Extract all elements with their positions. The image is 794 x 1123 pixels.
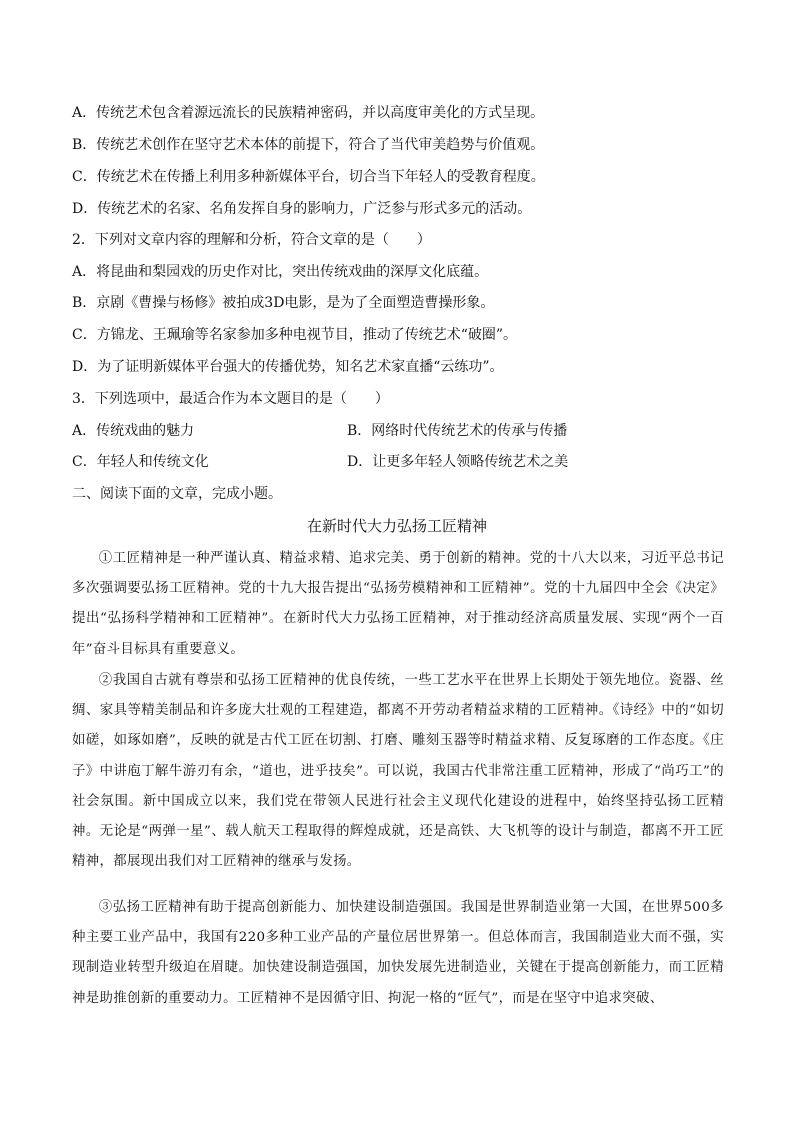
section-heading: 二、阅读下面的文章，完成小题。 [72,486,282,502]
article-title: 在新时代大力弘扬工匠精神 [306,517,487,535]
q1-option-a: A．传统艺术包含着源远流长的民族精神密码，并以高度审美化的方式呈现。 [72,105,545,121]
q2-option-c: C．方锦龙、王珮瑜等名家参加多种电视节目，推动了传统艺术“破圈”。 [72,327,518,343]
q1-option-c: C．传统艺术在传播上利用多种新媒体平台，切合当下年轻人的受教育程度。 [72,169,545,185]
q3-option-d: D．让更多年轻人领略传统艺术之美 [347,454,569,470]
q2-option-a: A．将昆曲和梨园戏的历史作对比，突出传统戏曲的深厚文化底蕴。 [72,264,489,280]
q2-option-d: D．为了证明新媒体平台强大的传播优势，知名艺术家直播“云练功”。 [72,359,504,375]
article-paragraph-1: ①工匠精神是一种严谨认真、精益求精、追求完美、勇于创新的精神。党的十八大以来，习近平总书记多次强调要弘扬工匠精神。党的十九大报告提出“弘扬劳模精神和工匠精神”。党的十九届四中全会《决定》提出“弘扬科学精神和工匠精神”。在新时代大力弘扬工匠精神，对于推动经济高质量发展、实现“两个一百年”奋斗目标具有重要意义。 [72,551,724,657]
q2-option-b: B．京剧《曹操与杨修》被拍成3D电影，是为了全面塑造曹操形象。 [72,295,495,311]
q3-stem: 3．下列选项中，最适合作为本文题目的是（ ） [72,391,389,407]
q1-option-b: B．传统艺术创作在坚守艺术本体的前提下，符合了当代审美趋势与价值观。 [72,137,545,153]
article-paragraph-3: ③弘扬工匠精神有助于提高创新能力、加快建设制造强国。我国是世界制造业第一大国，在世界500多种主要工业产品中，我国有220多种工业产品的产量位居世界第一。但总体而言，我国制造业大而不强，实现制造业转型升级迫在眉睫。加快建设制造强国，加快发展先进制造业，关键在于提高创新能力，而工匠精神是助推创新的重要动力。工匠精神不是因循守旧、拘泥一格的“匠气”，而是在坚守中追求突破、 [72,900,724,1006]
q2-stem: 2．下列对文章内容的理解和分析，符合文章的是（ ） [72,232,431,248]
q3-option-a: A．传统戏曲的魅力 [72,423,195,439]
q3-option-c: C．年轻人和传统文化 [72,454,209,470]
q3-options-row-1 [72,421,732,441]
q1-option-d: D．传统艺术的名家、名角发挥自身的影响力，广泛参与形式多元的活动。 [72,201,532,217]
article-paragraph-2: ②我国自古就有尊崇和弘扬工匠精神的优良传统，一些工艺水平在世界上长期处于领先地位。瓷器、丝绸、家具等精美制品和许多庞大壮观的工程建造，都离不开劳动者精益求精的工匠精神。《诗经》中的“如切如磋，如琢如磨”，反映的就是古代工匠在切割、打磨、雕刻玉器等时精益求精、反复琢磨的工作态度。《庄子》中讲庖丁解牛游刃有余，“道也，进乎技矣”。可以说，我国古代非常注重工匠精神，形成了“尚巧工”的社会氛围。新中国成立以来，我们党在带领人民进行社会主义现代化建设的进程中，始终坚持弘扬工匠精神。无论是“两弹一星”、载人航天工程取得的辉煌成就，还是高铁、大飞机等的设计与制造，都离不开工匠精神，都展现出我们对工匠精神的继承与发扬。 [72,673,724,870]
q3-options-row-2 [72,452,732,472]
q3-option-b: B．网络时代传统艺术的传承与传播 [347,423,568,439]
